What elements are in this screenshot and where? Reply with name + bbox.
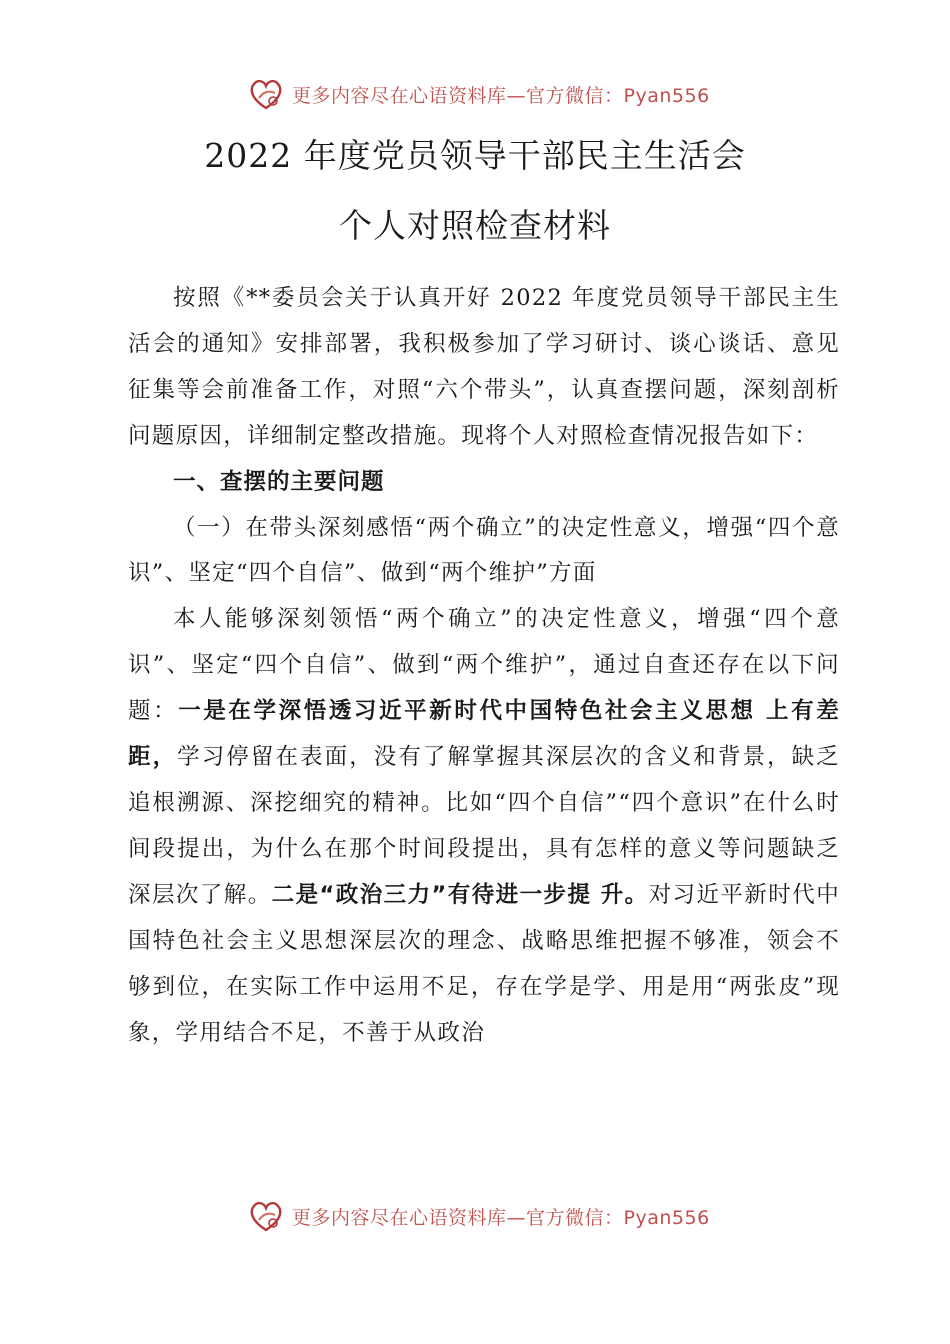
watermark-footer (246, 1194, 710, 1238)
heart-logo-icon (246, 1196, 286, 1236)
heart-logo-icon (246, 74, 286, 114)
watermark-text: 更多内容尽在心语资料库—官方微信：Pyan556 (292, 84, 710, 107)
document-title-line2: 个人对照检查材料 (339, 206, 611, 245)
watermark-header (246, 72, 710, 116)
subsection-heading: （一）在带头深刻感悟“两个确立”的决定性意义，增强“四个意识”、坚定“四个自信”、做到“两个维护”方面 (128, 514, 840, 587)
intro-paragraph: 按照《**委员会关于认真开好 2022 年度党员领导干部民主生活会的通知》安排部署，我积极参加了学习研讨、谈心谈话、意见征集等会前准备工作，对照“六个带头”，认真查摆问题，深刻剖析问题原因，详细制定整改措施。现将个人对照检查情况报告如下： (128, 285, 840, 449)
body-text-3: 对习近平新时代中国特色社会主义思想深层次的理念、战略思维把握不够准，领会不够到位，在实际工作中运用不足，存在学是学、用是用“两张皮”现象，学用结合不足，不善于从政治 (128, 881, 840, 1046)
body-paragraph (128, 597, 840, 1056)
document-title-line1: 2022 年度党员领导干部民主生活会 (204, 136, 746, 175)
section-heading: 一、查摆的主要问题 (173, 468, 385, 495)
document-body (128, 276, 840, 1056)
body-text-2: 学习停留在表面，没有了解掌握其深层次的含义和背景，缺乏追根溯源、深挖细究的精神。比如“四个自信”“四个意识”在什么时间段提出，为什么在那个时间段提出，具有怎样的意义等问题缺乏深层次了解。 (128, 744, 840, 908)
body-bold-point-2: 二是“政治三力”有待进一步提 升。 (271, 881, 649, 908)
watermark-text: 更多内容尽在心语资料库—官方微信：Pyan556 (292, 1206, 710, 1229)
body-text-1: 本人能够深刻领悟“两个确立”的决定性意义，增强“四个意识”、坚定“四个自信”、做到“两个维护”，通过自查还存在以下问题： (128, 606, 840, 725)
body-bold-point-1: 一是在学深悟透习近平新时代中国特色社会主义思想 上有差距， (128, 698, 841, 771)
